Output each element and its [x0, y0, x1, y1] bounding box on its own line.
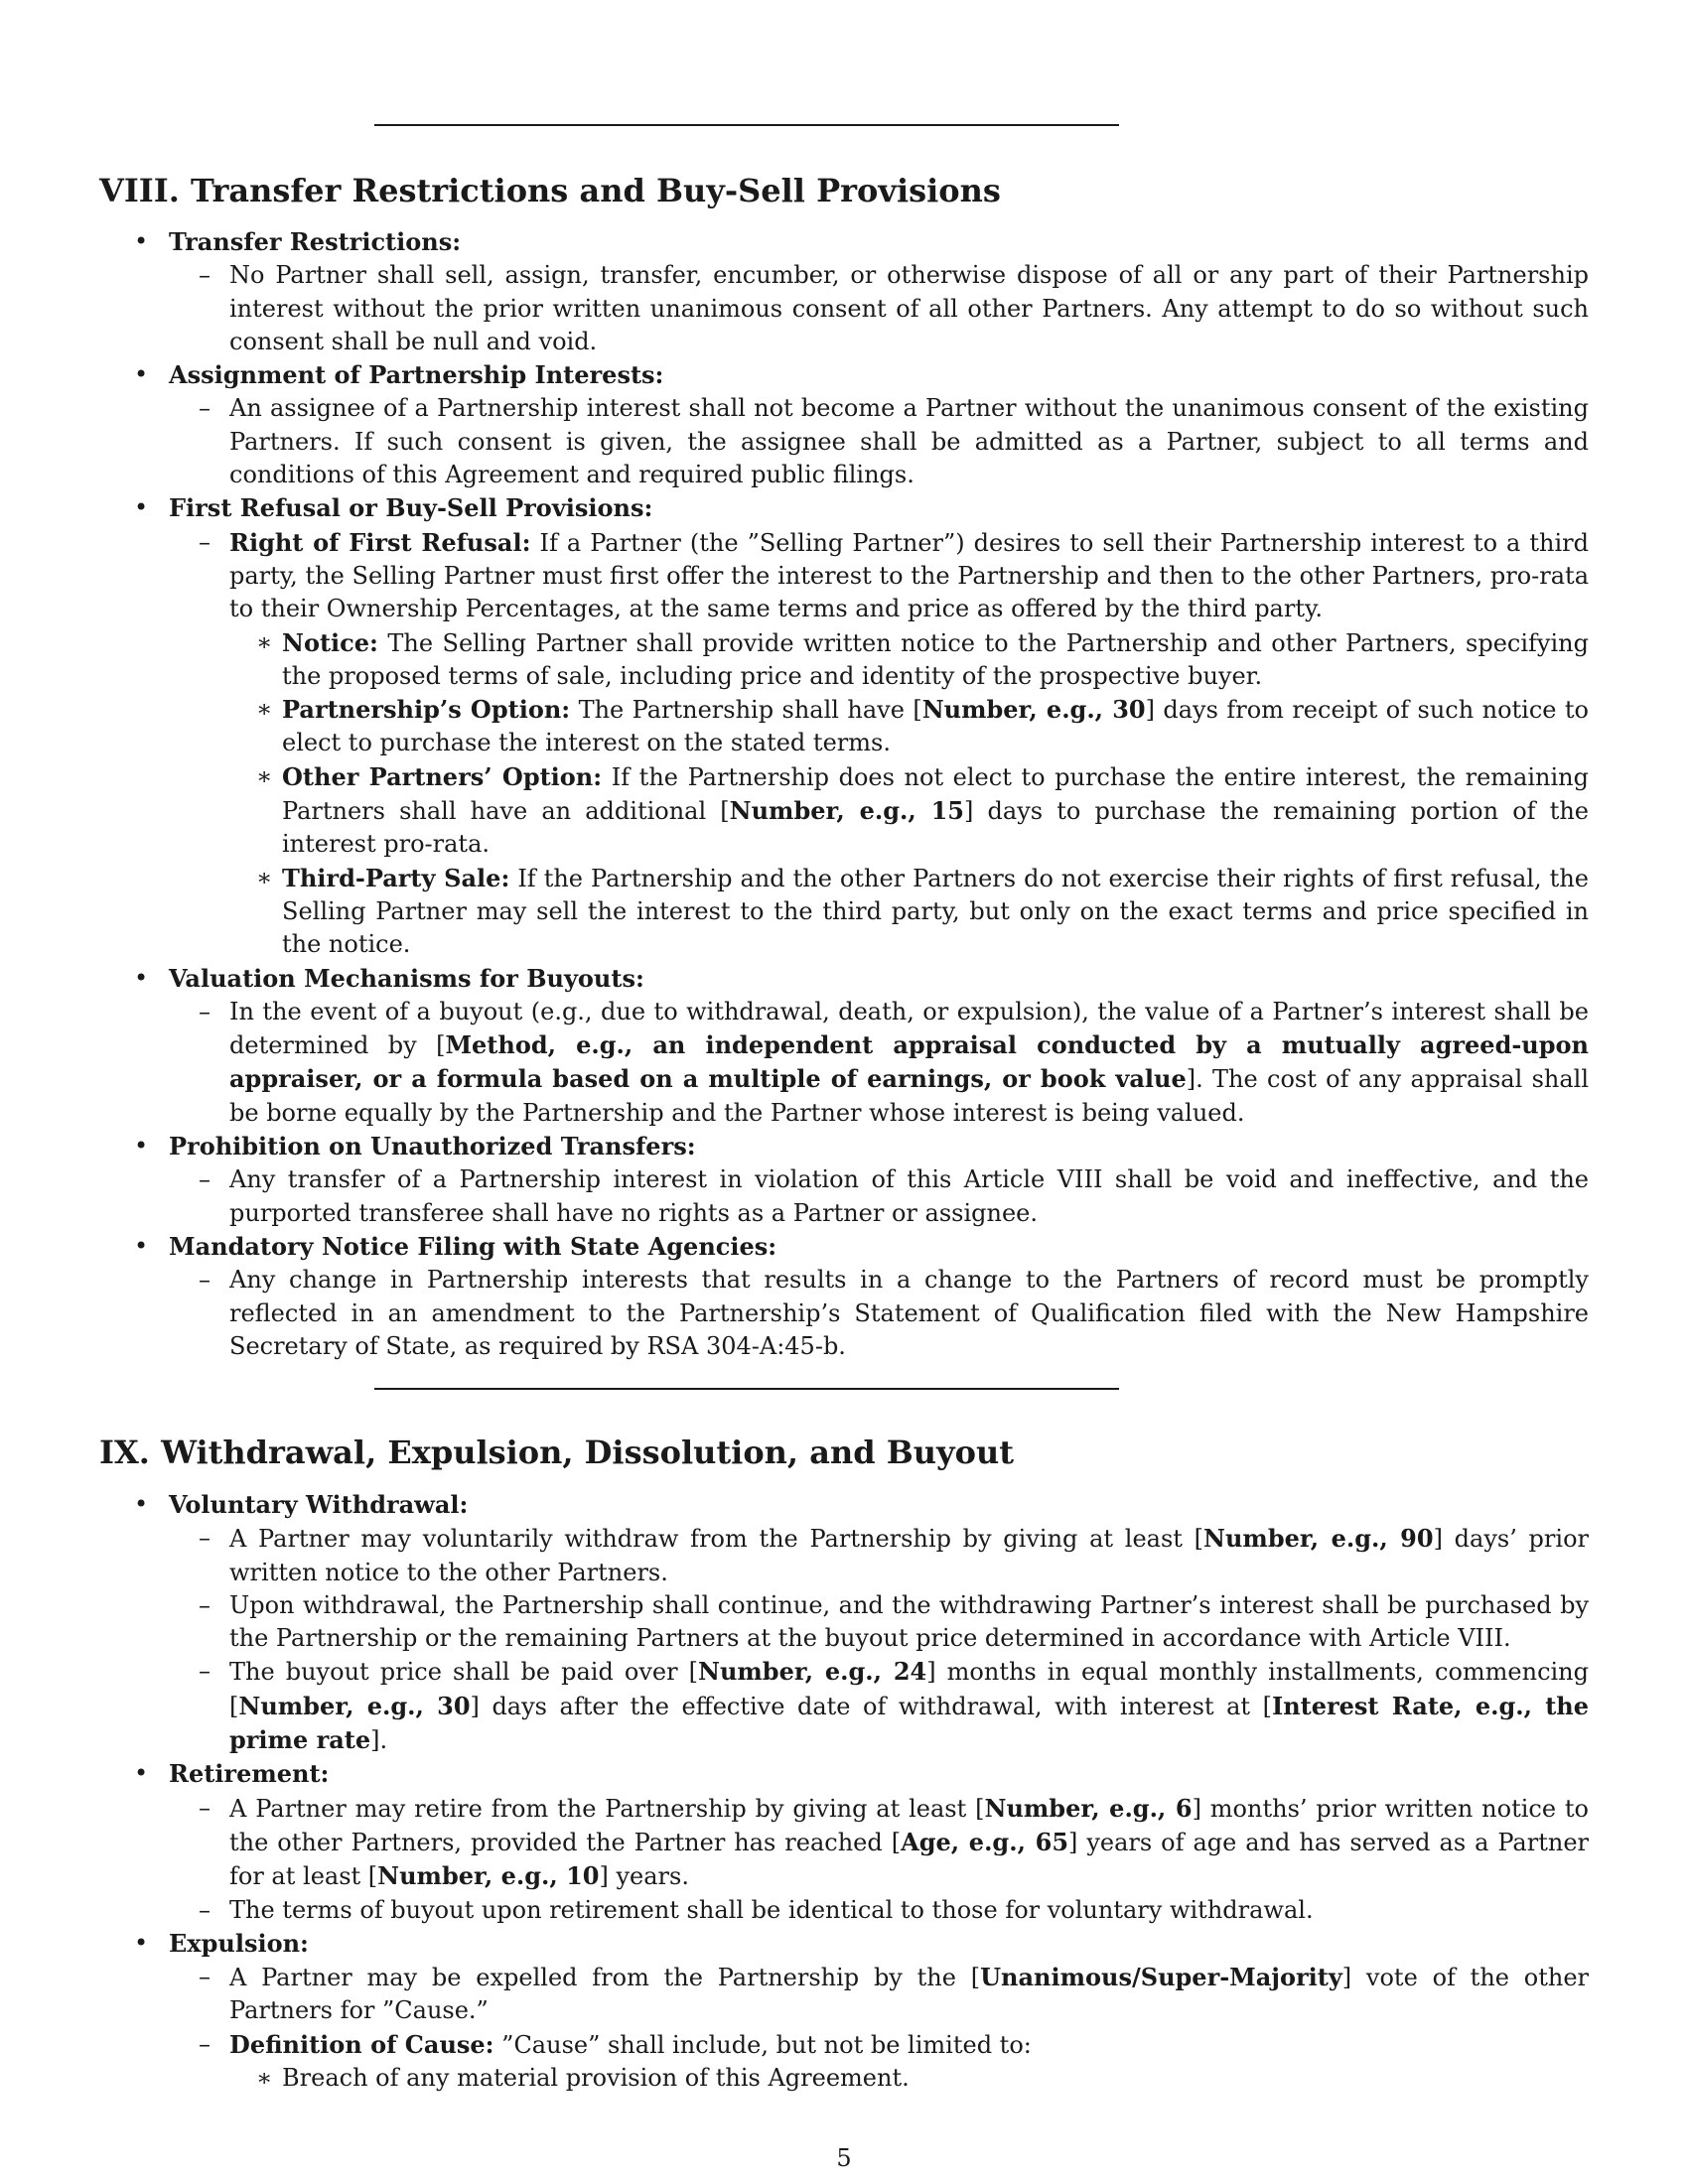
item-text: ] days’ prior written notice to the other Partners. — [229, 1525, 1589, 1586]
item-label: Expulsion: — [169, 1928, 309, 1958]
item-label: Prohibition on Unauthorized Transfers: — [169, 1132, 696, 1161]
section-ix-body — [99, 1488, 1589, 2095]
item-text: The Selling Partner shall provide written notice to the Partnership and other Partners, specifying the proposed terms of sale, including price and identity of the prospective buyer. — [282, 628, 1589, 690]
placeholder-value: Number, e.g., 24 — [698, 1657, 927, 1687]
item-text: A Partner may voluntarily withdraw from the Partnership by giving at least [ — [229, 1525, 1204, 1554]
item-label: Transfer Restrictions: — [169, 227, 462, 256]
list-item-mandatory-notice — [99, 1230, 1589, 1363]
placeholder-value: Number, e.g., 30 — [921, 695, 1146, 725]
list-item — [169, 1894, 1589, 1927]
list-item-rofr — [169, 526, 1589, 962]
item-label: Right of First Refusal: — [229, 527, 531, 557]
item-text: ] months’ prior written notice to the other Partners, provided the Partner has reached [ — [229, 1794, 1589, 1856]
placeholder-value: Number, e.g., 15 — [729, 796, 965, 826]
section-heading-viii: VIII. Transfer Restrictions and Buy-Sell Provisions — [99, 172, 1001, 209]
list-item-prohibition — [99, 1130, 1589, 1230]
list-item — [169, 259, 1589, 358]
placeholder-value: Number, e.g., 90 — [1203, 1524, 1434, 1554]
placeholder-value: Interest Rate, e.g., the prime rate — [229, 1691, 1590, 1755]
item-text: If the Partnership and the other Partners do not exercise their rights of first refusal, the Selling Partner may sell the interest to the third party, but only on the exact terms and price specified in the notice. — [282, 864, 1589, 959]
item-text: Breach of any material provision of this Agreement. — [282, 2064, 910, 2093]
list-item — [169, 1792, 1589, 1894]
item-label: Definition of Cause: — [229, 2029, 494, 2059]
item-text: If a Partner (the ”Selling Partner”) desires to sell their Partnership interest to a third party, the Selling Partner must first offer the interest to the Partnership and then to the other Partners, pro-rata to their Ownership Percentages, at the same terms and price as offered by the third party. — [229, 528, 1590, 623]
item-text: ] years. — [599, 1862, 689, 1891]
item-label: First Refusal or Buy-Sell Provisions: — [169, 493, 653, 523]
item-text: Any transfer of a Partnership interest in violation of this Article VIII shall be void and ineffective, and the purported transferee shall have no rights as a Partner or assignee. — [229, 1165, 1589, 1227]
item-label: Voluntary Withdrawal: — [169, 1490, 469, 1519]
list-item-definition-of-cause — [169, 2028, 1589, 2096]
list-item — [169, 1163, 1589, 1230]
list-item-retirement — [99, 1757, 1589, 1926]
section-divider-middle — [374, 1388, 1119, 1390]
section-viii-body — [99, 225, 1589, 1363]
item-label: Mandatory Notice Filing with State Agencies: — [169, 1231, 777, 1261]
list-item-voluntary-withdrawal — [99, 1488, 1589, 1757]
item-label: Valuation Mechanisms for Buyouts: — [169, 963, 644, 993]
list-item — [169, 1655, 1589, 1757]
item-text: The Partnership shall have [ — [570, 696, 922, 725]
item-label: Other Partners’ Option: — [282, 761, 603, 791]
list-item — [169, 1522, 1589, 1589]
item-text: ] months in equal monthly installments, commencing [ — [229, 1658, 1590, 1720]
item-label: Notice: — [282, 627, 378, 657]
list-item-other-partners-option — [229, 760, 1589, 862]
list-item-third-party-sale — [229, 862, 1589, 962]
list-item-partnership-option — [229, 693, 1589, 760]
list-item-assignment — [99, 358, 1589, 491]
list-item-first-refusal — [99, 491, 1589, 961]
item-text: In the event of a buyout (e.g., due to withdrawal, death, or expulsion), the value of a Partner’s interest shall be determined by [ — [229, 997, 1589, 1060]
section-divider-top — [374, 124, 1119, 126]
list-item — [169, 1589, 1589, 1656]
item-label: Third-Party Sale: — [282, 863, 510, 892]
item-text: A Partner may be expelled from the Partnership by the [ — [229, 1964, 981, 1992]
page-number: 5 — [836, 2144, 852, 2172]
item-text: A Partner may retire from the Partnership by giving at least [ — [229, 1794, 985, 1823]
placeholder-value: Age, e.g., 65 — [901, 1827, 1069, 1856]
list-item — [229, 2062, 1589, 2095]
item-text: If the Partnership does not elect to purchase the entire interest, the remaining Partners shall have an additional [ — [282, 762, 1589, 826]
item-text: The terms of buyout upon retirement shall be identical to those for voluntary withdrawal. — [229, 1895, 1314, 1924]
list-item-notice — [229, 626, 1589, 694]
list-item-valuation — [99, 962, 1589, 1130]
item-text: ] days from receipt of such notice to elect to purchase the interest on the stated terms. — [282, 696, 1589, 757]
list-item-expulsion — [99, 1927, 1589, 2095]
item-text: ] days to purchase the remaining portion of the interest pro-rata. — [282, 797, 1589, 859]
item-text: ]. The cost of any appraisal shall be borne equally by the Partnership and the Partner whose interest is being valued. — [229, 1065, 1590, 1127]
item-text: Any change in Partnership interests that results in a change to the Partners of record must be promptly reflected in an amendment to the Partnership’s Statement of Qualification filed with the New Hampshire Secretary of State, as required by RSA 304-A:45-b. — [229, 1266, 1589, 1360]
item-text: ] vote of the other Partners for ”Cause.” — [229, 1964, 1589, 2025]
placeholder-value: Unanimous/Super-Majority — [980, 1963, 1342, 1992]
item-text: ”Cause” shall include, but not be limited to: — [493, 2030, 1032, 2059]
list-item — [169, 1961, 1589, 2028]
list-item — [169, 996, 1589, 1130]
list-item-transfer-restrictions — [99, 225, 1589, 358]
item-label: Retirement: — [169, 1759, 330, 1789]
list-item — [169, 392, 1589, 491]
placeholder-value: Method, e.g., an independent appraisal conducted by a mutually agreed-upon appraiser, or a formula based on a multiple of earnings, or book value — [229, 1030, 1589, 1094]
section-heading-ix: IX. Withdrawal, Expulsion, Dissolution, and Buyout — [99, 1433, 1015, 1471]
item-label: Assignment of Partnership Interests: — [169, 360, 664, 390]
item-label: Partnership’s Option: — [282, 695, 571, 725]
item-text: ] days after the effective date of withdrawal, with interest at [ — [470, 1692, 1272, 1720]
list-item — [169, 1264, 1589, 1363]
item-text: ] years of age and has served as a Partner for at least [ — [229, 1828, 1589, 1891]
item-text: An assignee of a Partnership interest shall not become a Partner without the unanimous consent of the existing Partners. If such consent is given, the assignee shall be admitted as a Partner, subject to all terms and conditions of this Agreement and required public filings. — [229, 394, 1589, 489]
item-text: The buyout price shall be paid over [ — [229, 1658, 699, 1687]
placeholder-value: Number, e.g., 10 — [377, 1861, 600, 1891]
placeholder-value: Number, e.g., 30 — [238, 1691, 471, 1720]
placeholder-value: Number, e.g., 6 — [984, 1793, 1193, 1823]
item-text: No Partner shall sell, assign, transfer, encumber, or otherwise dispose of all or any part of their Partnership interest without the prior written unanimous consent of all other Partners. Any attempt to do so without such consent shall be null and void. — [229, 261, 1589, 355]
item-text: ]. — [370, 1726, 388, 1755]
item-text: Upon withdrawal, the Partnership shall continue, and the withdrawing Partner’s interest shall be purchased by the Partnership or the remaining Partners at the buyout price determined in accordance with Article VIII. — [229, 1590, 1589, 1653]
